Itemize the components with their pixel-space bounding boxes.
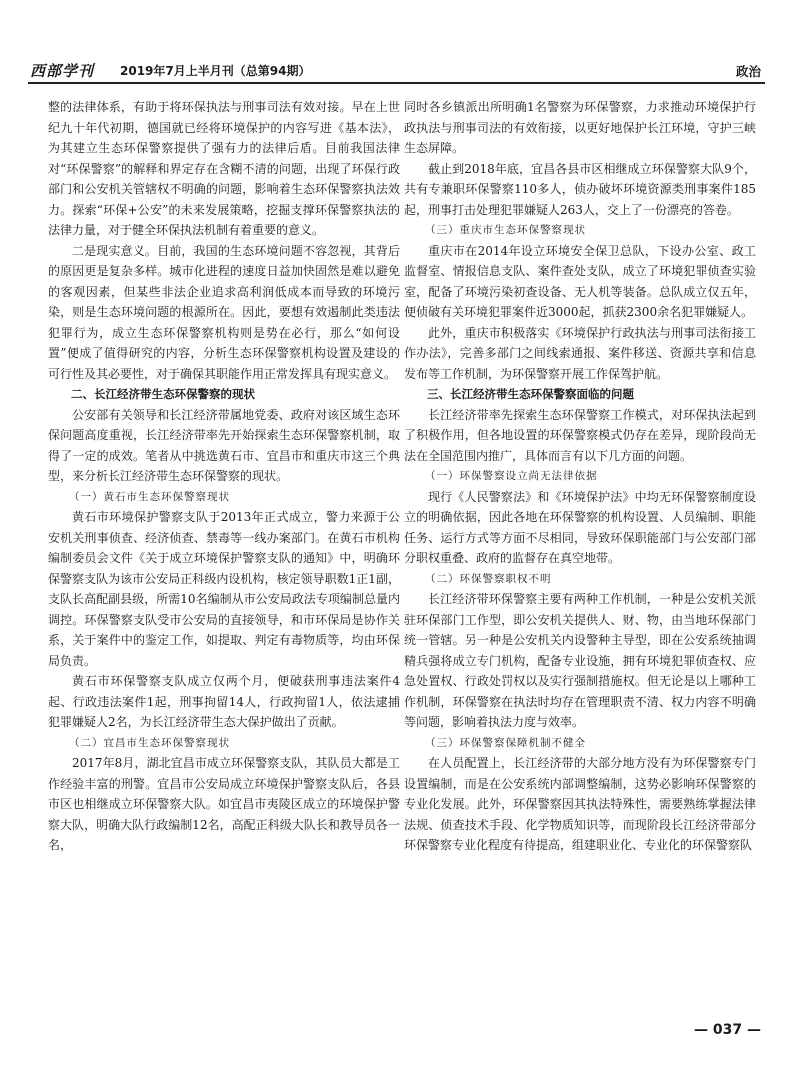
issue-info: 2019年7月上半月刊（总第94期） — [120, 64, 311, 78]
journal-name: 西部学刊 — [30, 62, 95, 80]
paragraph: 二是现实意义。目前，我国的生态环境问题不容忽视，其背后的原因更是复杂多样。城市化进程的速度日益加快固然是难以避免的客观因素，但某些非法企业追求高利润低成本而导致的环境污染，则是生态环境问题的根源所在。因此，要想有效遏制此类违法犯罪行为，成立生态环保警察机构则是势在必行，那么“如何设置”便成了值得研究的内容，分析生态环保警察机构设置及建设的可行性及其必要性，对于确保其职能作用正常发挥具有现实意义。 — [48, 243, 400, 381]
paragraph: 2017年8月，湖北宜昌市成立环保警察支队，其队员大都是工作经验丰富的刑警。宜昌市公安局成立环境保护警察支队后，各县市区也相继成立环保警察大队。如宜昌市夷陵区成立的环境保护警察大队，明确大队行政编制12名，高配正科级大队长和教导员各一名， — [48, 756, 400, 852]
paragraph: 公安部有关领导和长江经济带属地党委、政府对该区域生态环保问题高度重视，长江经济带率先开始探索生态环保警察机制，取得了一定的成效。笔者从中挑选黄石市、宜昌市和重庆市这三个典型，来分析长江经济带生态环保警察的现状。 — [48, 407, 400, 483]
paragraph: 黄石市环保警察支队成立仅两个月，便破获刑事违法案件4起、行政违法案件1起，刑事拘留14人，行政拘留1人，依法逮捕犯罪嫌疑人2名，为长江经济带生态大保护做出了贡献。 — [48, 674, 400, 729]
paragraph: 截止到2018年底，宜昌各县市区相继成立环保警察大队9个，共有专兼职环保警察110多人，侦办破坏环境资源类刑事案件185起，刑事打击处理犯罪嫌疑人263人，交上了一份漂亮的答卷。 — [404, 161, 756, 217]
subsection-heading: （一）环保警察设立尚无法律依据 — [425, 470, 598, 482]
page-number: — 037 — — [694, 1022, 761, 1038]
subsection-heading: （二）宜昌市生态环保警察现状 — [69, 736, 230, 749]
subsection-heading: （三）环保警察保障机制不健全 — [425, 736, 586, 749]
section-heading: 二、长江经济带生态环保警察的现状 — [71, 387, 255, 401]
paragraph: 黄石市环境保护警察支队于2013年正式成立，警力来源于公安机关刑事侦查、经济侦查、禁毒等一线办案部门。在黄石市机构编制委员会文件《关于成立环境保护警察支队的通知》中，明确环保警察支队为该市公安局正科级内设机构，核定领导职数1正1副，支队长高配副县级，所需10名编制从市公安局政法专项编制总量内调控。环保警察支队受市公安局的直接领导，和市环保局是协作关系，关于案件中的鉴定工作，如提取、判定有毒物质等，均由环保局负责。 — [48, 510, 400, 668]
left-column — [48, 97, 400, 856]
paragraph: 长江经济带环保警察主要有两种工作机制，一种是公安机关派驻环保部门工作型，即公安机关提供人、财、物，由当地环保部门统一管辖。另一种是公安机关内设警种主导型，即在公安系统抽调精兵强将成立专门机构，配备专业设施，拥有环境犯罪侦查权、应急处置权、行政处罚权以及实行强制措施权。但无论是以上哪种工作机制，环保警察在执法时均存在管理职责不清、权力内容不明确等问题，影响着执法力度与效率。 — [404, 592, 756, 729]
paragraph: 同时各乡镇派出所明确1名警察为环保警察，力求推动环境保护行政执法与刑事司法的有效衔接，以更好地保护长江环境，守护三峡生态屏障。 — [404, 100, 756, 155]
paragraph: 重庆市在2014年设立环境安全保卫总队，下设办公室、政工监督室、情报信息支队、案件查处支队，成立了环境犯罪侦查实验室，配备了环境污染初查设备、无人机等装备。总队成立仅五年，便侦破有关环境犯罪案件近3000起，抓获2300余名犯罪嫌疑人。 — [404, 243, 756, 319]
paragraph: 整的法律体系，有助于将环保执法与刑事司法有效对接。早在上世纪九十年代初期，德国就已经将环境保护的内容写进《基本法》，为其建立生态环保警察提供了强有力的法律后盾。目前我国法律对“环保警察”的解释和界定存在含糊不清的问题，出现了环保行政部门和公安机关管辖权不明确的问题，影响着生态环保警察执法效力。探索“环保+公安”的未来发展策略，挖掘支撑环保警察执法的法律力量，对于健全环保执法机制有着重要的意义。 — [48, 100, 400, 237]
paragraph: 此外，重庆市积极落实《环境保护行政执法与刑事司法衔接工作办法》，完善多部门之间线索通报、案件移送、资源共享和信息发布等工作机制，为环保警察开展工作保驾护航。 — [404, 325, 756, 381]
paragraph: 在人员配置上，长江经济带的大部分地方没有为环保警察专门设置编制，而是在公安系统内部调整编制，这势必影响环保警察的专业化发展。此外，环保警察因其执法特殊性，需要熟练掌握法律法规、侦查技术手段、化学物质知识等，而现阶段长江经济带部分环保警察专业化程度有待提高，组建职业化、专业化的环保警察队 — [404, 756, 756, 852]
right-column — [404, 97, 756, 856]
running-header — [28, 58, 765, 84]
subsection-heading: （二）环保警察职权不明 — [425, 572, 552, 585]
paragraph: 长江经济带率先探索生态环保警察工作模式，对环保执法起到了积极作用，但各地设置的环保警察模式仍存在差异，现阶段尚无法在全国范围内推广，具体而言有以下几方面的问题。 — [404, 407, 756, 463]
section-name: 政治 — [735, 64, 761, 79]
paragraph: 现行《人民警察法》和《环境保护法》中均无环保警察制度设立的明确依据，因此各地在环保警察的机构设置、人员编制、职能任务、运行方式等方面不尽相同，导致环保职能部门与公安部门部分职权重叠、政府的监督存在真空地带。 — [404, 489, 756, 565]
section-heading: 三、长江经济带生态环保警察面临的问题 — [427, 387, 634, 401]
subsection-heading: （三）重庆市生态环保警察现状 — [425, 224, 586, 236]
subsection-heading: （一）黄石市生态环保警察现状 — [69, 490, 230, 503]
